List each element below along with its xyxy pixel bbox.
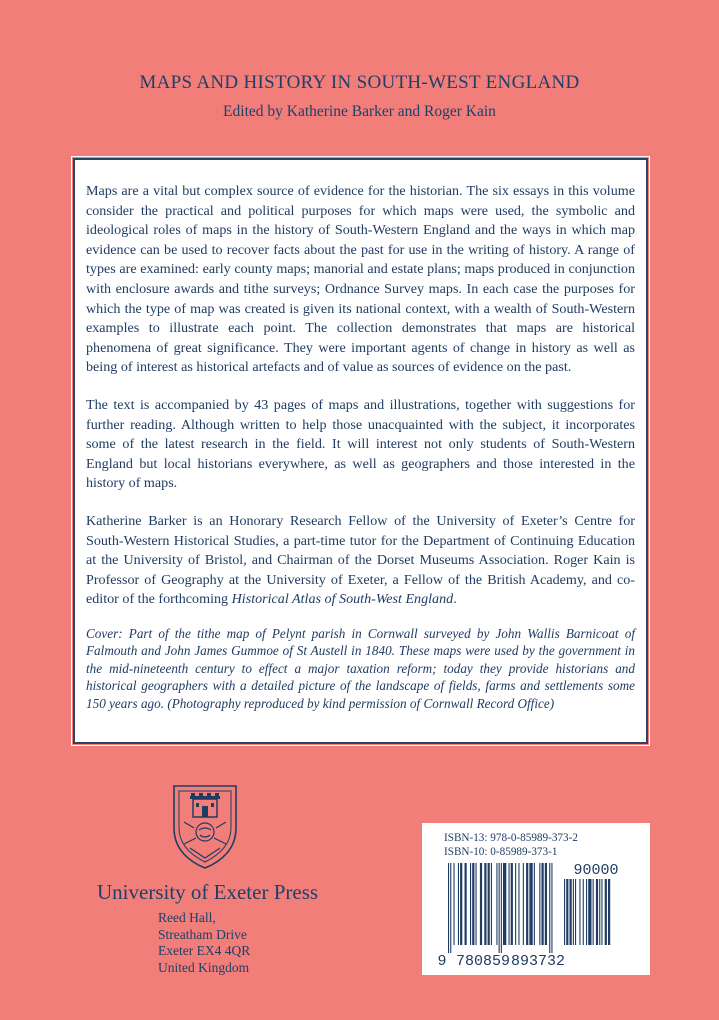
barcode-bar [593,879,594,945]
barcode-bar [608,879,610,945]
barcode-bar [491,863,492,945]
barcode-bar [509,863,510,945]
barcode-box [422,823,650,975]
barcode-bar [564,879,565,945]
barcode-bar [529,863,532,945]
isbn-10: ISBN-10: 0-85989-373-1 [444,845,558,858]
barcode-bar [480,863,482,945]
barcode-icon [436,859,644,971]
barcode-bar [450,863,451,953]
barcode-bar [499,863,500,953]
barcode-bar [472,863,474,945]
barcode-bar [570,879,572,945]
address-line: Streatham Drive [158,926,247,942]
blurb-box [73,158,648,744]
publisher-name: University of Exeter Press [97,880,319,904]
barcode-bar [605,879,607,945]
barcode-bar [579,879,580,945]
barcode-first-digit: 9 [437,953,447,970]
barcode-bar [460,863,462,945]
barcode-bar [526,863,528,945]
address-line: United Kingdom [158,959,250,975]
barcode-bar [501,863,502,953]
barcode-bar [458,863,459,945]
barcode-price-code: 90000 [573,862,619,879]
barcode-bar [551,863,552,953]
barcode-bar [476,863,477,945]
blurb-paragraph-2: The text is accompanied by 43 pages of maps and illustrations, together with suggestions for further reading. Although written to help those unacquainted with the subject, it incorporates some of the latest research in the field. It will interest not only students of South-Western England but local historians everywhere, as well as geographers and those interested in the history of maps. [86,396,635,492]
barcode-bar [545,863,547,945]
barcode-bar [448,863,449,953]
barcode-bar [588,879,591,945]
isbn-13: ISBN-13: 978-0-85989-373-2 [444,832,578,844]
barcode-right-digits: 893732 [510,953,566,970]
barcode-bar [575,879,576,945]
blurb-paragraph-1: Maps are a vital but complex source of evidence for the historian. The six essays in this volume consider the practical and political purposes for which maps were used, the symbolic and ideological roles of maps in the history of South-Western England and the ways in which map evidence can be used to recover facts about the past for use in the writing of history. A range of types are examined: early county maps; manorial and estate plans; maps produced in conjunction with enclosure awards and tithe surveys; Ordnance Survey maps. In each case the purposes for which the type of map was created is given its national context, with a wealth of South-Western examples to illustrate each point. The collection demonstrates that maps are historical phenomena of great significance. They were important agents of change in history as well as being of interest as historical artefacts and of value as sources of evidence on the past. [86,183,635,376]
barcode-bar [583,879,584,945]
barcode-bar [523,863,524,945]
barcode-bar [515,863,516,945]
barcode-bar [566,879,568,945]
barcode-bar [601,879,602,945]
publisher-address [158,910,250,976]
barcode-bar [599,879,600,945]
header [0,72,719,121]
barcode-bar [586,879,587,945]
address-line: Reed Hall, [158,910,216,925]
barcode-bar [454,863,455,945]
barcode-bar [488,863,490,945]
barcode-bar [573,879,574,945]
address-line: Exeter EX4 4QR [158,943,251,958]
barcode-bar [539,863,540,945]
barcode-bar [484,863,486,945]
cover-note: Cover: Part of the tithe map of Pelynt parish in Cornwall surveyed by John Wallis Barnicoat of Falmouth and John James Gummoe of St Austell in 1840. These maps were used by the government in the mid-nineteenth century to effect a major taxation reform; today they provide historians and historical geographers with a detailed picture of the landscape of fields, farms and settlements some 150 years ago. (Photography reproduced by kind permission of Cornwall Record Office) [86,625,635,711]
blurb-paragraph-3 [86,512,635,610]
book-editors: Edited by Katherine Barker and Roger Kain [223,103,496,120]
barcode-bar [503,863,506,945]
atlas-title: Historical Atlas of South-West England [231,591,454,608]
barcode-left-digits: 780859 [455,953,511,970]
barcode-bar [470,863,471,945]
barcode-bar [549,863,550,953]
author-bio-end: . [453,591,457,608]
barcode-bar [496,863,497,945]
barcode-bar [518,863,519,945]
barcode-bar [542,863,544,945]
ean-bars [448,863,553,953]
barcode-bar [511,863,513,945]
barcode-bar [465,863,467,945]
barcode-bar [596,879,598,945]
book-title: MAPS AND HISTORY IN SOUTH-WEST ENGLAND [139,72,580,93]
addon-bars [564,879,610,945]
university-crest-icon [170,782,240,870]
barcode-bar [534,863,535,945]
author-bio-text: Katherine Barker is an Honorary Research Fellow of the University of Exeter’s Centre for South-Western Historical Studies, a part-time tutor for the Department of Continuing Education at the University of Bristol, and Chairman of the Dorset Museums Association. Roger Kain is Professor of Geography at the University of Exeter, a Fellow of the British Academy, and co-editor of the forthcoming [86,512,635,608]
